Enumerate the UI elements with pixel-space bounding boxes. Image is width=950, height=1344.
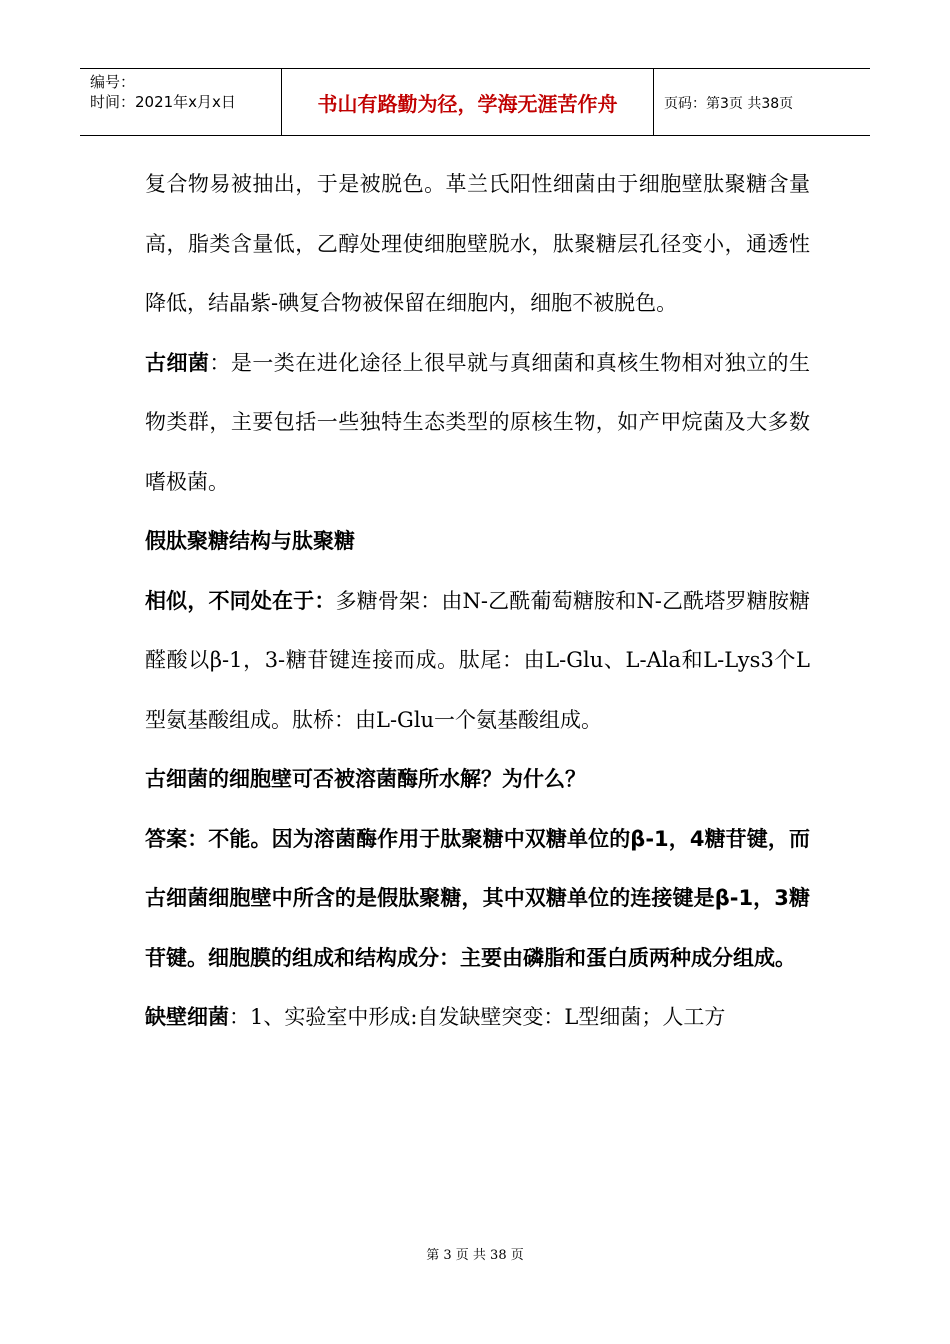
page-header	[80, 68, 870, 136]
archaea-definition: ：是一类在进化途径上很早就与真细菌和真核生物相对独立的生物类群，主要包括一些独特生态类型的原核生物，如产甲烷菌及大多数嗜极菌。	[145, 350, 811, 494]
differences-text: 多糖骨架：由N-乙酰葡萄糖胺和N-乙酰塔罗糖胺糖醛酸以β-1，3-糖苷键连接而成。肽尾：由L-Glu、L-Ala和L-Lys3个L型氨基酸组成。肽桥：由L-Glu一个氨基酸组成。	[145, 588, 810, 732]
wall-deficient-text: ：1、实验室中形成:自发缺壁突变：L型细菌；人工方	[229, 1005, 726, 1029]
header-page-code: 页码：第3页 共38页	[664, 95, 794, 112]
paragraph-wall-deficient	[145, 988, 810, 1048]
answer-lysozyme: 答案：不能。因为溶菌酶作用于肽聚糖中双糖单位的β-1，4糖苷键，而古细菌细胞壁中所含的是假肽聚糖，其中双糖单位的连接键是β-1，3糖苷键。细胞膜的组成和结构成分：主要由磷脂和蛋白质两种成分组成。	[145, 826, 810, 970]
document-body	[145, 155, 810, 1048]
paragraph-gram-stain: 复合物易被抽出，于是被脱色。革兰氏阳性细菌由于细胞壁肽聚糖含量高，脂类含量低，乙醇处理使细胞壁脱水，肽聚糖层孔径变小，通透性降低，结晶紫-碘复合物被保留在细胞内，细胞不被脱色。	[145, 172, 810, 315]
document-number-label: 编号：	[90, 73, 136, 91]
page-footer: 第 3 页 共 38 页	[426, 1248, 524, 1263]
paragraph-differences	[145, 572, 810, 751]
header-meta	[80, 69, 282, 136]
paragraph-archaea	[145, 334, 810, 513]
term-archaea: 古细菌	[145, 350, 210, 375]
heading-pseudopeptidoglycan: 假肽聚糖结构与肽聚糖	[145, 529, 355, 553]
term-wall-deficient: 缺壁细菌	[145, 1005, 229, 1029]
question-lysozyme: 古细菌的细胞壁可否被溶菌酶所水解？为什么？	[145, 767, 586, 791]
term-differences: 相似，不同处在于：	[145, 588, 336, 613]
header-motto: 书山有路勤为径，学海无涯苦作舟	[282, 69, 654, 136]
document-time-label: 时间：2021年x月x日	[90, 93, 236, 111]
